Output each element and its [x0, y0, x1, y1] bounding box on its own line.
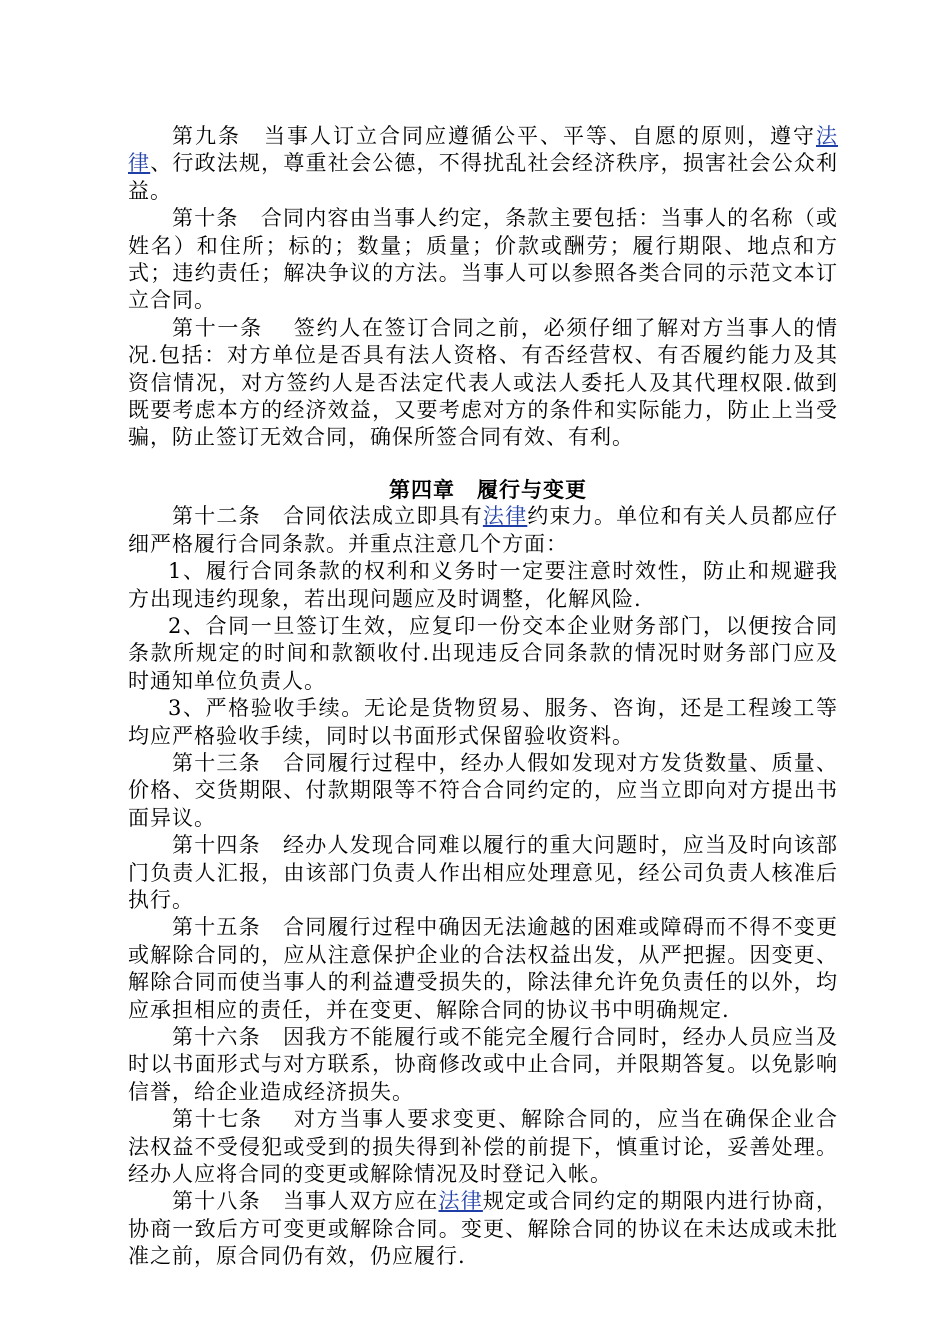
article-15: 第十五条 合同履行过程中确因无法逾越的困难或障碍而不得不变更或解除合同的，应从注意保护企业的合法权益出发，从严把握。因变更、解除合同而使当事人的利益遭受损失的，除法律允许免负责任的以外，均应承担相应的责任，并在变更、解除合同的协议书中明确规定.: [128, 915, 838, 1022]
article-9-text: 第九条 当事人订立合同应遵循公平、平等、自愿的原则，遵守: [172, 124, 816, 148]
article-12-item-1: 1、履行合同条款的权利和义务时一定要注意时效性，防止和规避我方出现违约现象，若出现问题应及时调整，化解风险.: [128, 559, 838, 611]
article-18-text: 第十八条 当事人双方应在: [172, 1189, 439, 1214]
article-12: [128, 503, 838, 558]
section-gap: [128, 452, 838, 476]
article-18: [128, 1188, 838, 1270]
law-link[interactable]: 法律: [438, 1189, 483, 1214]
article-12-text-tail: 约束力。单位和有关人员都应仔细严格履行合同条款。并重点注意几个方面：: [128, 504, 839, 556]
article-12-item-3: 3、严格验收手续。无论是货物贸易、服务、咨询，还是工程竣工等均应严格验收手续，同时以书面形式保留验收资料。: [128, 696, 838, 748]
article-16: 第十六条 因我方不能履行或不能完全履行合同时，经办人员应当及时以书面形式与对方联系，协商修改或中止合同，并限期答复。以免影响信誉，给企业造成经济损失。: [128, 1025, 838, 1104]
law-link[interactable]: 法律: [482, 504, 528, 529]
article-13: 第十三条 合同履行过程中，经办人假如发现对方发货数量、质量、价格、交货期限、付款期限等不符合合同约定的，应当立即向对方提出书面异议。: [128, 750, 838, 830]
article-11: 第十一条 签约人在签订合同之前，必须仔细了解对方当事人的情况.包括：对方单位是否具有法人资格、有否经营权、有否履约能力及其资信情况，对方签约人是否法定代表人或法人委托人及其代理权限.做到既要考虑本方的经济效益，又要考虑对方的条件和实际能力，防止上当受骗，防止签订无效合同，确保所签合同有效、有利。: [128, 315, 838, 450]
article-12-text: 第十二条 合同依法成立即具有: [172, 504, 483, 529]
document-page: [128, 123, 838, 1271]
article-9-text-tail: 、行政法规，尊重社会公德，不得扰乱社会经济秩序，损害社会公众利益。: [128, 151, 839, 203]
chapter-4-title: 第四章 履行与变更: [389, 476, 587, 502]
article-14: 第十四条 经办人发现合同难以履行的重大问题时，应当及时向该部门负责人汇报，由该部门负责人作出相应处理意见，经公司负责人核准后执行。: [128, 833, 838, 912]
article-17: 第十七条 对方当事人要求变更、解除合同的，应当在确保企业合法权益不受侵犯或受到的损失得到补偿的前提下，慎重讨论，妥善处理。经办人应将合同的变更或解除情况及时登记入帐。: [128, 1107, 838, 1187]
law-link[interactable]: 法律: [128, 124, 838, 176]
article-10: 第十条 合同内容由当事人约定，条款主要包括：当事人的名称（或姓名）和住所；标的；数量；质量；价款或酬劳；履行期限、地点和方式；违约责任；解决争议的方法。当事人可以参照各类合同的示范文本订立合同。: [128, 206, 838, 313]
article-18-text-tail: 规定或合同约定的期限内进行协商，协商一致后方可变更或解除合同。变更、解除合同的协议在未达成或未批准之前，原合同仍有效，仍应履行.: [128, 1189, 839, 1269]
article-9: [128, 123, 838, 205]
article-12-item-2: 2、合同一旦签订生效，应复印一份交本企业财务部门，以便按合同条款所规定的时间和款额收付.出现违反合同条款的情况时财务部门应及时通知单位负责人。: [128, 613, 838, 693]
